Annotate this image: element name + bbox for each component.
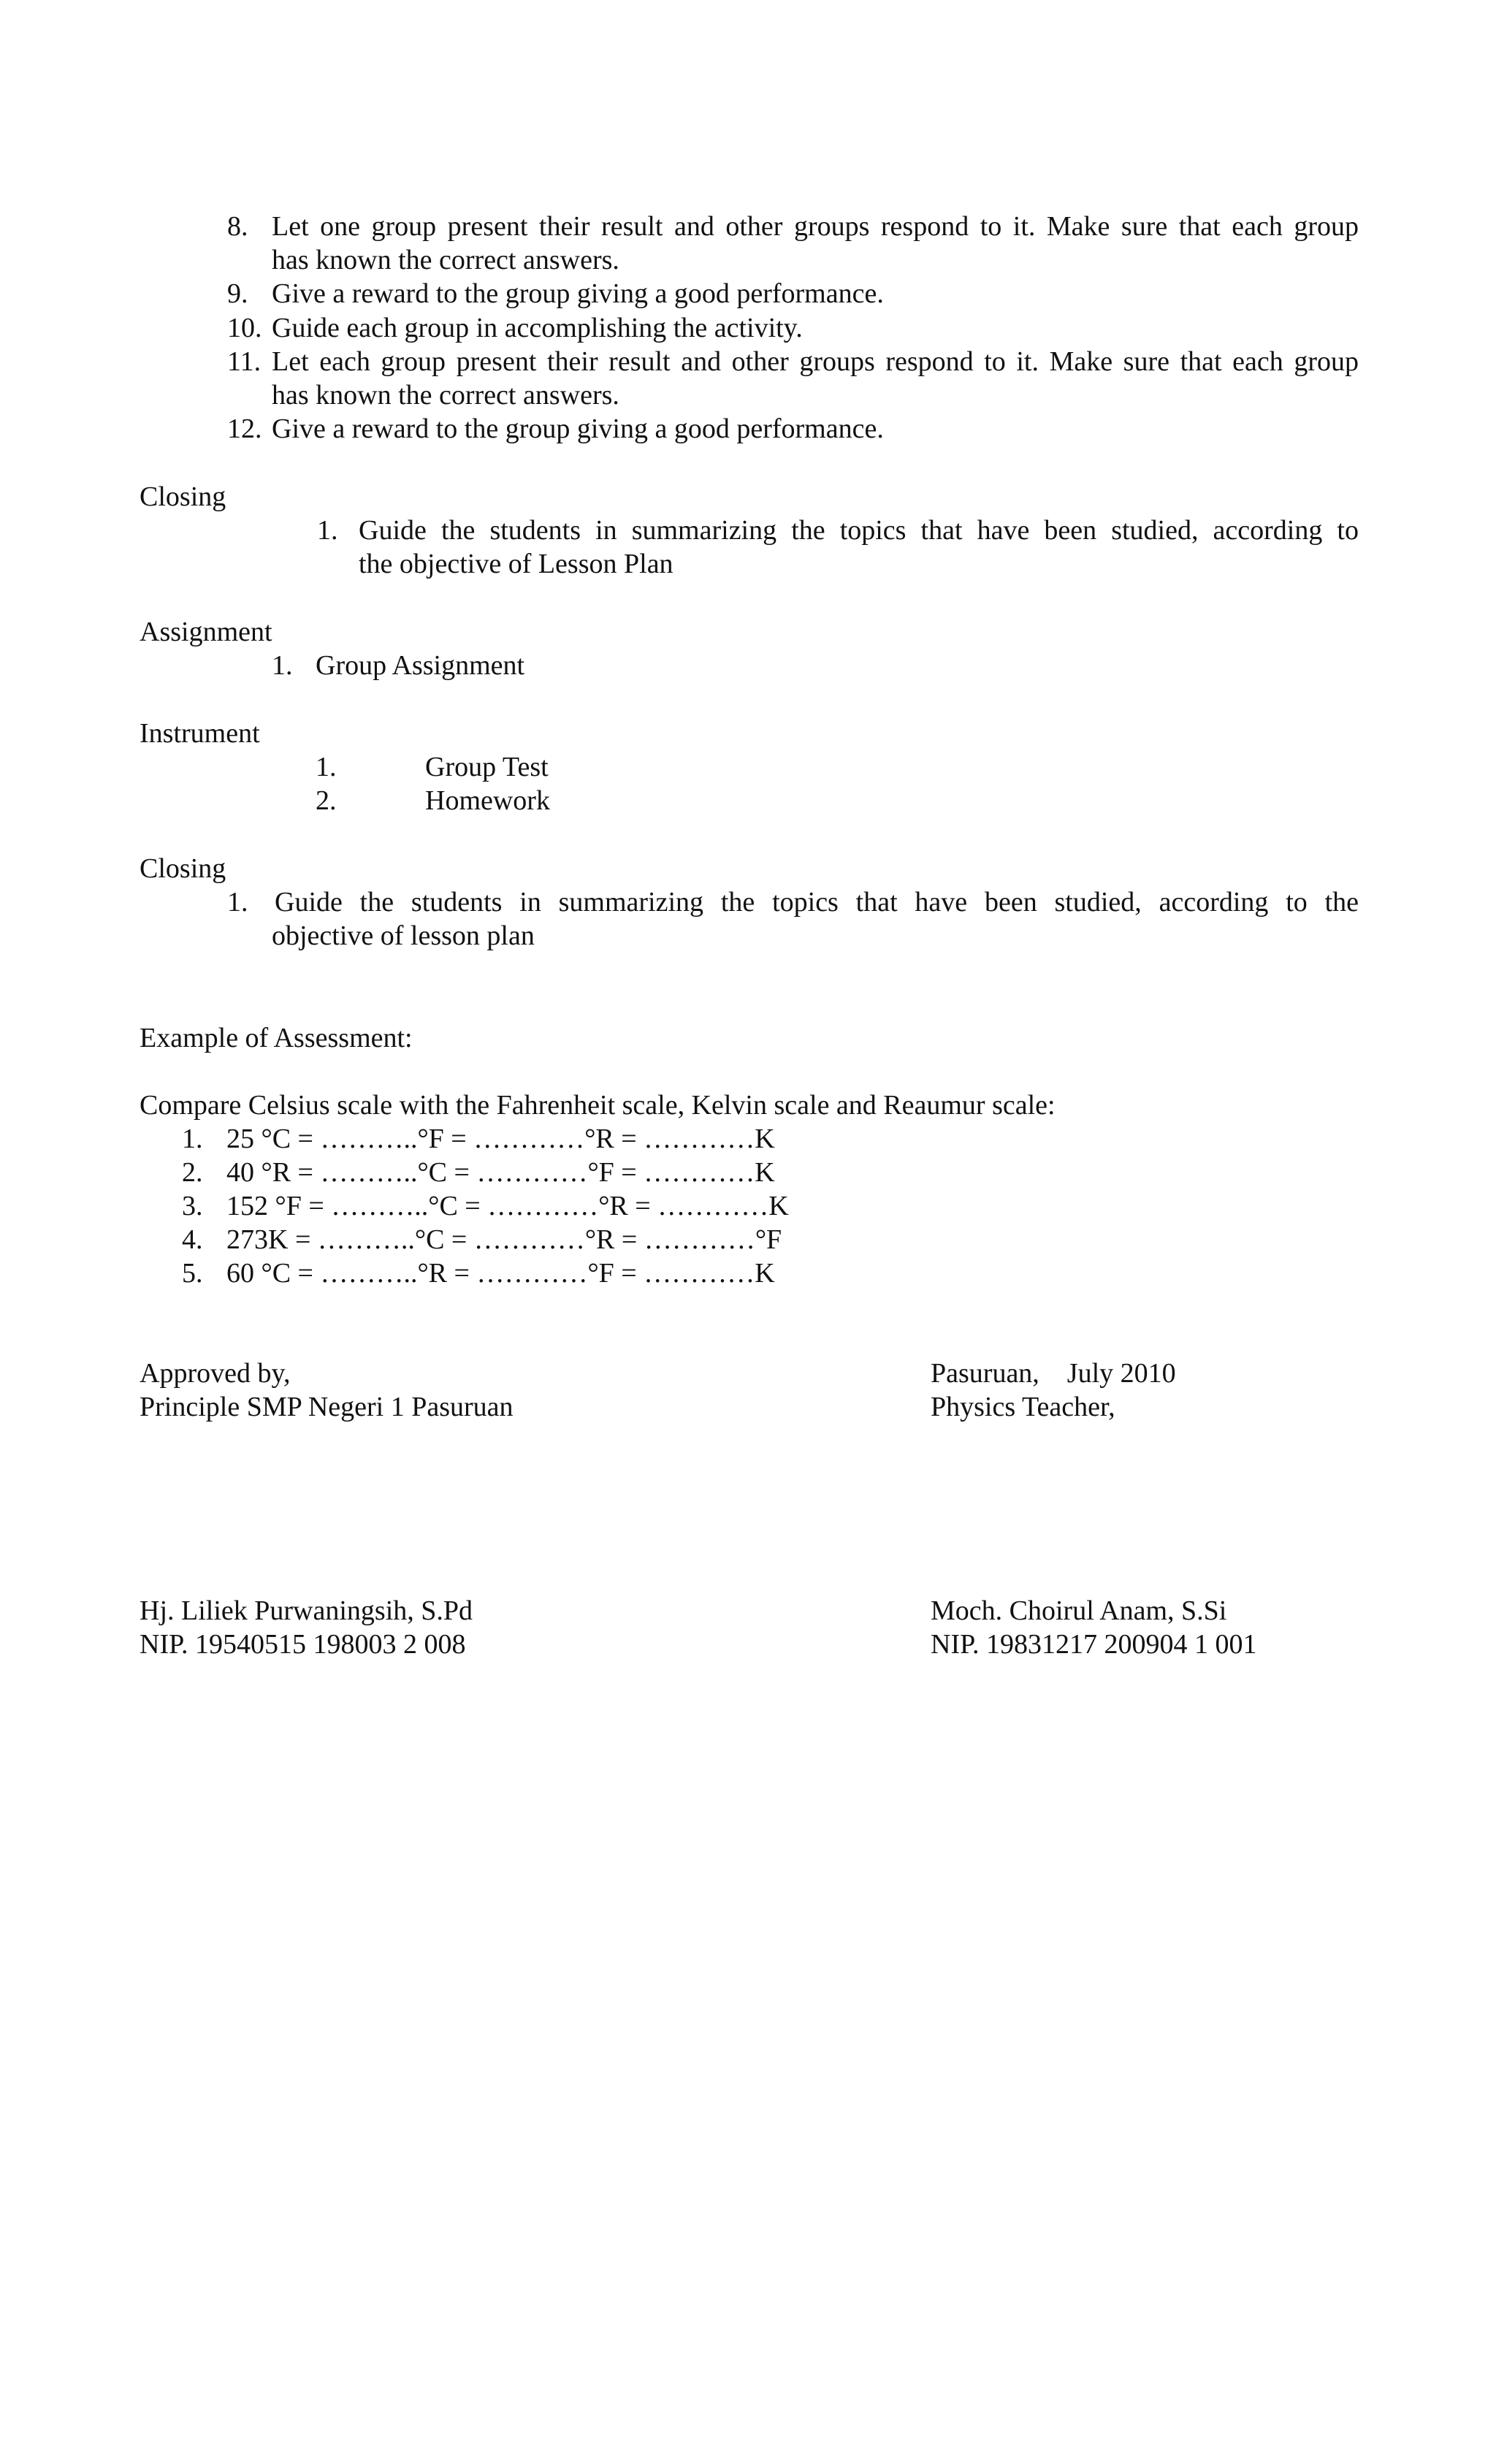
- approved-by-label: Approved by,: [140, 1358, 291, 1389]
- assignment-item-text: Group Assignment: [316, 650, 525, 681]
- assessment-item-text: 60 °C = ………..°R = …………°F = …………K: [226, 1258, 775, 1289]
- closing-item-number: 1.: [227, 887, 248, 918]
- assessment-item-number: 2.: [182, 1157, 203, 1188]
- step-text: Give a reward to the group giving a good performance.: [272, 413, 884, 444]
- assessment-item-number: 3.: [182, 1191, 203, 1221]
- assessment-item-number: 5.: [182, 1258, 203, 1289]
- step-number: 12.: [227, 413, 262, 444]
- teacher-nip: NIP. 19831217 200904 1 001: [931, 1629, 1257, 1660]
- step-number: 11.: [227, 346, 262, 377]
- section-heading: Closing: [140, 853, 226, 884]
- closing-item-continuation: the objective of Lesson Plan: [359, 549, 673, 579]
- assessment-intro: Compare Celsius scale with the Fahrenheit scale, Kelvin scale and Reaumur scale:: [140, 1090, 1056, 1121]
- closing-item-text: Guide the students in summarizing the topics that have been studied, according to: [359, 515, 1359, 546]
- closing-item-text: Guide the students in summarizing the topics that have been studied, according to the: [275, 887, 1359, 918]
- step-text: Guide each group in accomplishing the activity.: [272, 313, 803, 343]
- instrument-item-text: Homework: [425, 785, 550, 816]
- assessment-item-text: 25 °C = ………..°F = …………°R = …………K: [226, 1124, 775, 1154]
- teacher-name: Moch. Choirul Anam, S.Si: [931, 1595, 1227, 1626]
- step-text: Let one group present their result and other groups respond to it. Make sure that each group: [272, 211, 1359, 242]
- assessment-item-text: 40 °R = ………..°C = …………°F = …………K: [226, 1157, 775, 1188]
- instrument-item-text: Group Test: [425, 752, 549, 782]
- step-number: 10.: [227, 313, 262, 343]
- instrument-item-number: 1.: [316, 752, 337, 782]
- principal-title: Principle SMP Negeri 1 Pasuruan: [140, 1392, 514, 1422]
- assessment-item-text: 273K = ………..°C = …………°R = …………°F: [226, 1224, 782, 1255]
- assessment-item-number: 1.: [182, 1124, 203, 1154]
- step-number: 8.: [227, 211, 248, 242]
- step-text-continuation: has known the correct answers.: [272, 245, 619, 275]
- step-number: 9.: [227, 278, 248, 309]
- assessment-heading: Example of Assessment:: [140, 1023, 413, 1053]
- assessment-item-text: 152 °F = ………..°C = …………°R = …………K: [226, 1191, 789, 1221]
- assignment-item-number: 1.: [272, 650, 293, 681]
- closing-item-number: 1.: [317, 515, 338, 546]
- closing-item-continuation: objective of lesson plan: [272, 920, 535, 951]
- section-heading: Closing: [140, 481, 226, 512]
- section-heading: Instrument: [140, 718, 260, 749]
- section-heading: Assignment: [140, 617, 272, 647]
- step-text-continuation: has known the correct answers.: [272, 380, 619, 411]
- instrument-item-number: 2.: [316, 785, 337, 816]
- principal-nip: NIP. 19540515 198003 2 008: [140, 1629, 466, 1660]
- place-date: Pasuruan, July 2010: [931, 1358, 1176, 1389]
- step-text: Let each group present their result and other groups respond to it. Make sure that each group: [272, 346, 1359, 377]
- teacher-title: Physics Teacher,: [931, 1392, 1115, 1422]
- step-text: Give a reward to the group giving a good performance.: [272, 278, 884, 309]
- assessment-item-number: 4.: [182, 1224, 203, 1255]
- principal-name: Hj. Liliek Purwaningsih, S.Pd: [140, 1595, 473, 1626]
